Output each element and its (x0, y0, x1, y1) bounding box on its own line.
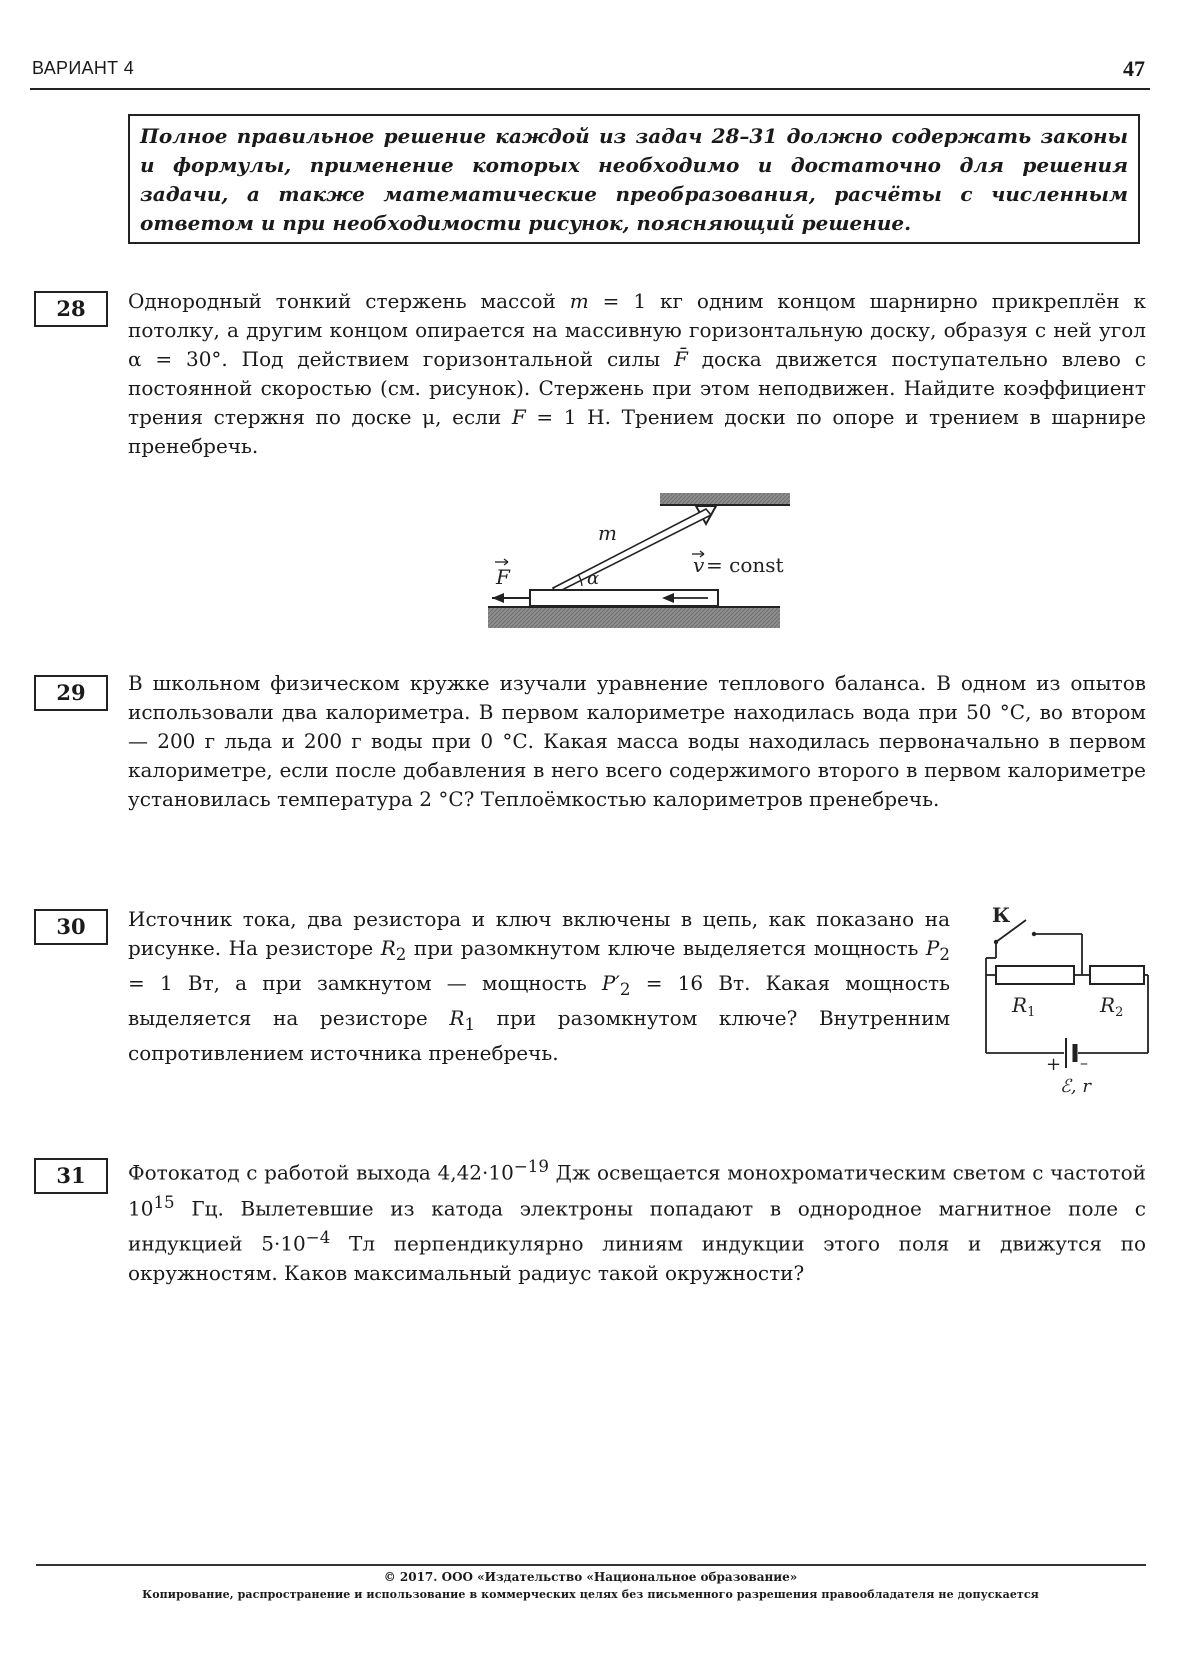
velocity-symbol: v (693, 553, 705, 577)
text-part: = 1 кг одним концом шарнирно прикреплён к потолку, а другим концом опирается на массивную горизонтальную доску, образуя с ней угол α = 30°. Под действием горизонтальной силы (128, 289, 1146, 371)
task-text-31 (128, 1152, 1146, 1288)
text-part: Гц. Вылетевшие из катода электроны попадают в однородное магнитное поле с индукцией 5·10 (128, 1196, 1146, 1256)
copy-notice: Копирование, распространение и использование в коммерческих целях без письменного разрешения правообладателя не допускается (142, 1588, 1039, 1601)
header-divider (30, 88, 1150, 90)
mass-label: m (598, 521, 617, 545)
force-arrowhead (492, 593, 504, 603)
force-label: F (496, 565, 510, 589)
ceiling (660, 493, 790, 505)
subscript: 2 (619, 980, 631, 999)
task-number-29: 29 (34, 675, 108, 711)
r2-label: $R_2$ (1100, 993, 1124, 1020)
var-p-prime: P′ (601, 971, 620, 995)
text-part: Дж освещается монохроматическим светом с частотой 10 (128, 1160, 1146, 1221)
var-r: R (380, 936, 396, 960)
text-part: = 16 Вт. Какая мощность выделяется на резисторе (128, 971, 950, 1030)
exponent: 15 (153, 1192, 175, 1212)
r1-label: $R_1$ (1012, 993, 1036, 1020)
copyright: © 2017. ООО «Издательство «Национальное образование» (383, 1570, 798, 1584)
floor (488, 608, 780, 628)
emf-label: ℰ, r (1060, 1076, 1091, 1096)
velocity-label: = const (706, 553, 784, 577)
var-f-vector: F̄ (673, 347, 688, 371)
task-number-30: 30 (34, 909, 108, 945)
plus-sign: + (1046, 1054, 1062, 1075)
var-r: R (449, 1006, 465, 1030)
subscript: 2 (395, 945, 407, 964)
task-text-30 (128, 905, 950, 1068)
text-part: Фотокатод с работой выхода 4,42·10 (128, 1160, 514, 1185)
task-text-29: В школьном физическом кружке изучали уравнение теплового баланса. В одном из опытов использовали два калориметра. В первом калориметре находилась вода при 50 °С, во втором — 200 г льда и 200 г воды при 0 °С. Какая масса воды находилась первоначально в первом калориметре, если после добавления в него всего содержимого второго в первом калориметре установилась температура 2 °С? Теплоёмкостью калориметров пренебречь. (128, 671, 1146, 811)
rod (553, 509, 711, 593)
footer-divider (36, 1564, 1146, 1566)
rod-board-figure (470, 488, 810, 633)
text-part: Однородный тонкий стержень массой (128, 289, 570, 313)
text-part: при разомкнутом ключе? Внутренним сопротивлением источника пренебречь. (128, 1006, 950, 1065)
text-part: Источник тока, два резистора и ключ включены в цепь, как показано на рисунке. На резисторе (128, 907, 950, 960)
var-m: m (569, 289, 589, 313)
exponent: −19 (513, 1157, 549, 1176)
angle-label: α (587, 568, 600, 589)
circuit-figure (972, 898, 1152, 1096)
task-number-28: 28 (34, 291, 108, 327)
text-part: при разомкнутом ключе выделяется мощность (406, 936, 926, 960)
text-part: доска движется поступательно влево с постоянной скоростью (см. рисунок). Стержень при этом неподвижен. Найдите коэффициент трения стержня по доске μ, если (128, 347, 1146, 429)
task-number-31: 31 (34, 1158, 108, 1194)
key-label: К (992, 903, 1011, 927)
page-number: 47 (1123, 56, 1145, 81)
resistor-r1 (996, 966, 1074, 984)
text-part: = 1 Н. Трением доски по опоре и трением в шарнире пренебречь. (128, 405, 1146, 458)
var-p: P (925, 936, 940, 960)
subscript: 1 (464, 1015, 476, 1034)
subscript: 2 (939, 945, 950, 964)
minus-sign: – (1080, 1053, 1088, 1072)
exponent: −4 (305, 1228, 331, 1248)
text-part: = 1 Вт, а при замкнутом — мощность (128, 971, 602, 995)
variant-label: ВАРИАНТ 4 (32, 58, 135, 78)
task-text-28 (128, 287, 1146, 461)
instructions-box: Полное правильное решение каждой из задач 28–31 должно содержать законы и формулы, применение которых необходимо и достаточно для решения задачи, а также математические преобразования, расчёты с численным ответом и при необходимости рисунок, поясняющий решение. (128, 114, 1140, 244)
text-part: Тл перпендикулярно линиям индукции этого поля и движутся по окружностям. Каков максимальный радиус такой окружности? (128, 1231, 1146, 1285)
resistor-r2 (1090, 966, 1144, 984)
var-f: F (511, 405, 526, 429)
